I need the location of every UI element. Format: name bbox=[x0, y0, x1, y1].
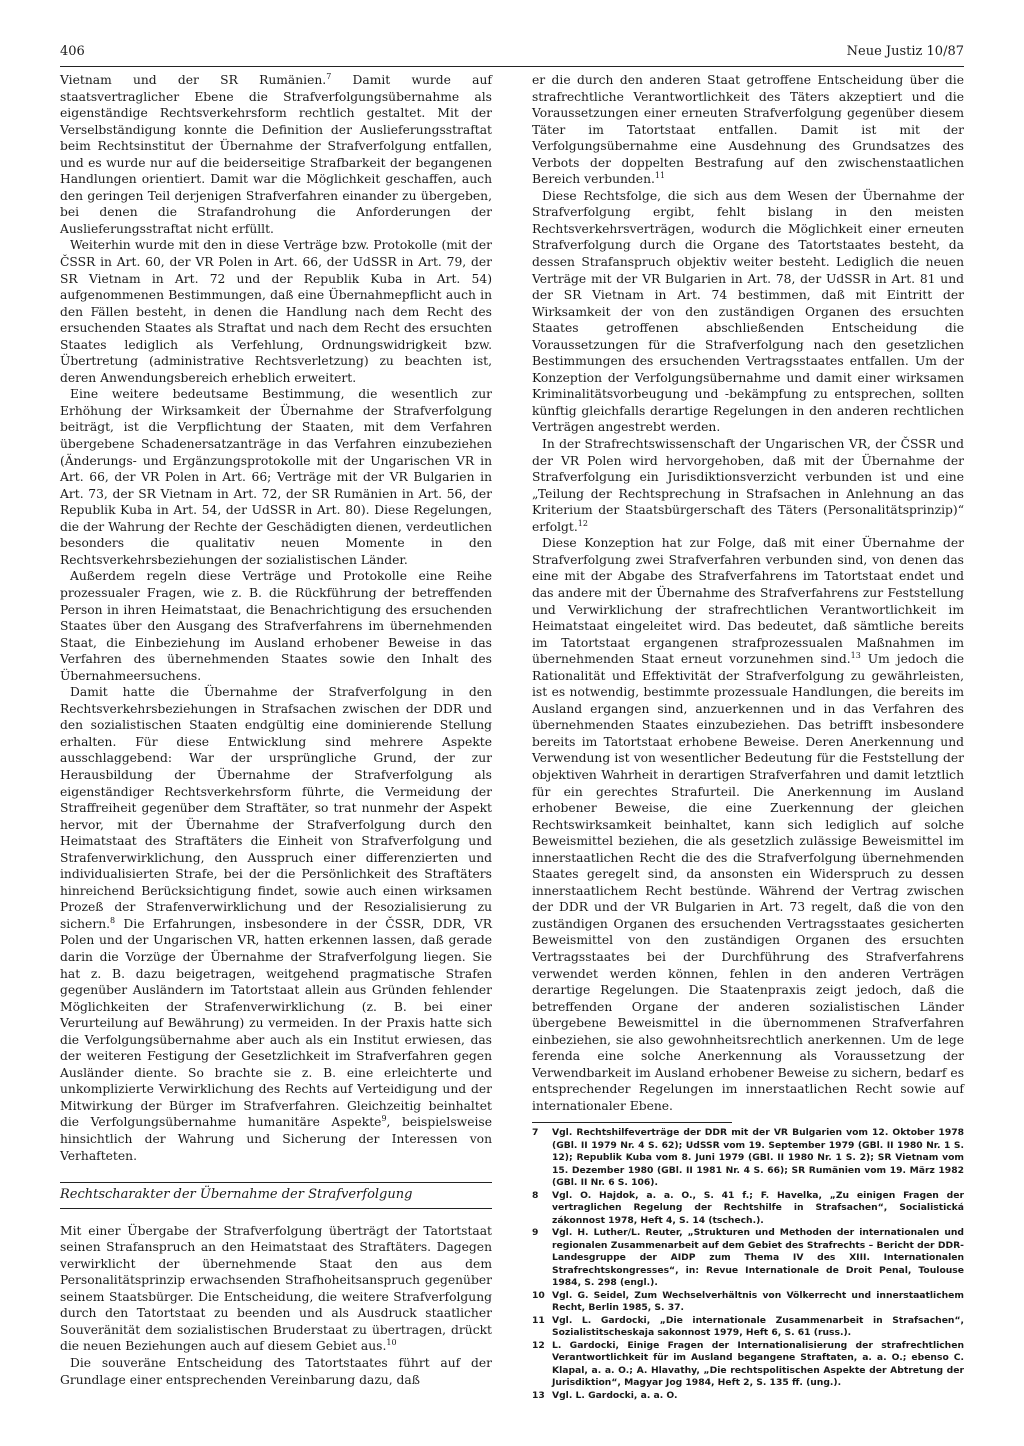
footnote-ref: 12 bbox=[577, 518, 588, 528]
section-title: Rechtscharakter der Übernahme der Strafverfolgung bbox=[60, 1187, 413, 1203]
footnotes bbox=[532, 1127, 964, 1402]
paragraph: Eine weitere bedeutsame Bestimmung, die wesentlich zur Erhöhung der Wirksamkeit der Übernahme der Strafverfolgung beiträgt, ist die Verpflichtung der Staaten, mit dem Verfahren übergebene Schadenersatzanträge in das Verfahren einzubeziehen (Änderungs- und Ergänzungsprotokolle mit der Ungarischen VR in Art. 66, der VR Polen in Art. 66; Verträge mit der VR Bulgarien in Art. 73, der SR Vietnam in Art. 72, der SR Rumänien in Art. 56, der Republik Kuba in Art. 54, der UdSSR in Art. 80). Diese Regelungen, die der Wahrung der Rechte der Geschädigten dienen, verdeutlichen besonders die qualitativ neuen Momente in den Rechtsverkehrsbeziehungen der sozialistischen Länder. bbox=[60, 387, 492, 567]
paragraph: Diese Konzeption hat zur Folge, daß mit einer Übernahme der Strafverfolgung zwei Strafverfahren verbunden sind, von denen das eine mit der Abgabe des Strafverfahrens im Tatortstaat endet und das andere mit der Übernahme des Strafverfahrens zur Feststellung und Verwirklichung der strafrechtlichen Verantwortlichkeit im Heimatstaat eingeleitet wird. Das bedeutet, daß sämtliche bereits im Tatortstaat ergangenen strafprozessualen Maßnahmen im übernehmenden Staat erneut vorzunehmen sind.$^{13}$ Um jedoch die Rationalität und Effektivität der Strafverfolgung zu gewährleisten, ist es notwendig, bestimmte prozessuale Handlungen, die bereits im Ausland ergangen sind, anzuerkennen und in das Verfahren des übernehmenden Staates einzubeziehen. Das betrifft insbesondere bereits im Tatortstaat erhobene Beweise. Deren Anerkennung und Verwendung ist von wesentlicher Bedeutung für die Feststellung der objektiven Wahrheit in derartigen Strafverfahren und damit letztlich für ein gerechtes Strafurteil. Die Anerkennung im Ausland erhobener Beweise, die eine Zuerkennung der gleichen Rechtswirksamkeit beinhaltet, kann sich lediglich auf solche Beweismittel beziehen, die als gesetzlich zulässige Beweismittel im innerstaatlichen Recht die des die Strafverfolgung übernehmenden Staates geregelt sind, da ansonsten ein Widerspruch zu dessen innerstaatlichem Recht bestünde. Während der Vertrag zwischen der DDR und der VR Bulgarien in Art. 73 regelt, daß die von den zuständigen Organen des ersuchenden Vertragsstaates gesicherten Beweismittel von den zuständigen Organen des ersuchten Vertragsstaates bei der Durchführung des Strafverfahrens verwendet werden können, fehlen in den anderen Verträgen derartige Regelungen. Die Staatenpraxis zeigt jedoch, daß die betreffenden Organe der anderen sozialistischen Länder übergebene Beweismittel in die übernommenen Strafverfahren einbeziehen, sie also gewohnheitsrechtlich anerkennen. Um de lege ferenda eine solche Anerkennung als Voraussetzung der Verwendbarkeit im Ausland erhobener Beweise zu sichern, bedarf es entsprechender Regelungen im innerstaatlichen Recht sowie auf internationaler Ebene. bbox=[532, 536, 964, 1113]
page-header bbox=[60, 44, 964, 67]
paragraph: Diese Rechtsfolge, die sich aus dem Wesen der Übernahme der Strafverfolgung ergibt, fehlt bislang in den meisten Rechtsverkehrsverträgen, wodurch die Möglichkeit einer erneuten Strafverfolgung durch die Organe des Tatortstaates besteht, da dessen Strafanspruch objektiv weiter besteht. Lediglich die neuen Verträge mit der VR Bulgarien in Art. 78, der UdSSR in Art. 81 und der SR Vietnam in Art. 74 bestimmen, daß mit Eintritt der Wirksamkeit der von den zuständigen Organen des ersuchten Staates getroffenen abschließenden Entscheidung die Voraussetzungen für die Strafverfolgung nach den gesetzlichen Bestimmungen des ersuchenden Vertragsstaates entfallen. Um der Konzeption der Verfolgungsübernahme und damit einer wirksamen Kriminalitätsvorbeugung und -bekämpfung zu entsprechen, sollten künftig gleichfalls derartige Regelungen in den anderen rechtlichen Verträgen angestrebt werden. bbox=[532, 188, 964, 435]
footnote: 8 Vgl. O. Hajdok, a. a. O., S. 41 f.; F. Havelka, „Zu einigen Fragen der vertraglichen Regelung der Rechtshilfe in Strafsachen“, Socialistická zákonnost 1978, Heft 4, S. 14 (tschech.). bbox=[532, 1189, 964, 1226]
footnote: 12 L. Gardocki, Einige Fragen der Internationalisierung der strafrechtlichen Verantwortlichkeit für im Ausland begangene Straftaten, a. a. O.; ebenso C. Klapal, a. a. O.; A. Hlavathy, „Die rechtspolitischen Aspekte der Abtretung der Jurisdiktion“, Magyar Jog 1984, Heft 2, S. 135 ff. (ung.). bbox=[532, 1339, 964, 1389]
footnote: 13 Vgl. L. Gardocki, a. a. O. bbox=[532, 1389, 678, 1401]
footnote-divider bbox=[532, 1122, 732, 1123]
paragraph: Damit hatte die Übernahme der Strafverfolgung in den Rechtsverkehrsbeziehungen in Strafsachen zwischen der DDR und den sozialistischen Staaten endgültig eine dominierende Stellung erhalten. Für diese Entwicklung sind mehrere Aspekte ausschlaggebend: War der ursprüngliche Grund, der zur Herausbildung der Übernahme der Strafverfolgung als eigenständiger Rechtsverkehrsform führte, die Vermeidung der Straffreiheit gegenüber dem Straftäter, so trat nunmehr der Aspekt hervor, mit der Übernahme der Strafverfolgung durch den Heimatstaat des Straftäters die Einheit von Strafverfolgung und Strafenverwirklichung, den Ausspruch einer differenzierten und individualisierten Strafe, bei der die Persönlichkeit des Straftäters hinreichend Berücksichtigung findet, sowie auch einen wirksamen Prozeß der Strafenverwirklichung und der Resozialisierung zu sichern.$^8$ Die Erfahrungen, insbesondere in der ČSSR, DDR, VR Polen und der Ungarischen VR, hatten erkennen lassen, daß gerade darin die Vorzüge der Übernahme der Strafverfolgung liegen. Sie hat z. B. dazu beigetragen, weitgehend pragmatische Strafen gegenüber Ausländern im Tatortstaat allein aus Gründen fehlender Möglichkeiten der Strafenverwirklichung (z. B. bei einer Verurteilung auf Bewährung) zu vermeiden. In der Praxis hatte sich die Verfolgungsübernahme aber auch als ein Institut erwiesen, das der weiteren Festigung der Gesetzlichkeit im Strafverfahren gegen Ausländer diente. So brachte sie z. B. eine erleichterte und unkomplizierte Verwirklichung des Rechts auf Verteidigung und der Mitwirkung der Bürger im Strafverfahren. Gleichzeitig beinhaltet die Verfolgungsübernahme humanitäre Aspekte$^9$, beispielsweise hinsichtlich der Wahrung und Sicherung der Interessen von Verhafteten. bbox=[60, 685, 492, 1163]
left-column bbox=[60, 72, 492, 1388]
footnote: 7 Vgl. Rechtshilfeverträge der DDR mit der VR Bulgarien vom 12. Oktober 1978 (GBl. II 1979 Nr. 4 S. 62); UdSSR vom 19. September 1979 (GBl. II 1980 Nr. 1 S. 12); Republik Kuba vom 8. Juni 1979 (GBl. II 1980 Nr. 1 S. 2); SR Vietnam vom 15. Dezember 1980 (GBl. II 1981 Nr. 4 S. 66); SR Rumänien vom 19. März 1982 (GBl. II Nr. 6 S. 106). bbox=[532, 1127, 964, 1189]
footnote: 11 Vgl. L. Gardocki, „Die internationale Zusammenarbeit in Strafsachen“, Sozialistitscheskaja sakonnost 1979, Heft 6, S. 61 (russ.). bbox=[532, 1314, 964, 1339]
paragraph: Die souveräne Entscheidung des Tatortstaates führt auf der Grundlage einer entsprechenden Vereinbarung dazu, daß bbox=[60, 1356, 492, 1387]
paragraph: Weiterhin wurde mit den in diese Verträge bzw. Protokolle (mit der ČSSR in Art. 60, der VR Polen in Art. 66, der UdSSR in Art. 79, der SR Vietnam in Art. 72 und der Republik Kuba in Art. 54) aufgenommenen Bestimmungen, daß eine Übernahmepflicht auch in den Fällen besteht, in denen die Handlung nach dem Recht des ersuchenden Staates als Straftat und nach dem Recht des ersuchten Staates lediglich als Verfehlung, Ordnungswidrigkeit bzw. Übertretung (administrative Rechtsverletzung) zu beachten ist, deren Anwendungsbereich erheblich erweitert. bbox=[60, 238, 492, 385]
right-column bbox=[532, 72, 964, 1402]
paragraph: Vietnam und der SR Rumänien.$^7$ Damit wurde auf staatsvertraglicher Ebene die Strafverfolgungsübernahme als eigenständige Rechtsverkehrsform rechtlich gestaltet. Mit der Verselbständigung konnte die Definition der Auslieferungsstraftat beim Rechtsinstitut der Übernahme der Strafverfolgung entfallen, und es wurde nur auf die beiderseitige Strafbarkeit der begangenen Handlungen orientiert. Damit war die Möglichkeit geschaffen, auch den geringen Teil derjenigen Strafverfahren einander zu übergeben, bei denen die Strafandrohung die Anforderungen der Auslieferungsstraftat nicht erfüllt. bbox=[60, 71, 492, 236]
paragraph: er die durch den anderen Staat getroffene Entscheidung über die strafrechtliche Verantwortlichkeit des Täters akzeptiert und die Voraussetzungen einer erneuten Strafverfolgung gegenüber diesem Täter im Tatortstaat entfallen. Damit ist mit der Verfolgungsübernahme eine Ausdehnung des Grundsatzes des Verbots der doppelten Bestrafung auf den zwischenstaatlichen Bereich verbunden.$^{11}$ bbox=[532, 73, 964, 187]
paragraph: Außerdem regeln diese Verträge und Protokolle eine Reihe prozessualer Fragen, wie z. B. die Rückführung der betreffenden Person in ihren Heimatstaat, die Benachrichtigung des ersuchenden Staates über den Ausgang des Strafverfahrens im übernehmenden Staat, die Einbeziehung im Ausland erhobener Beweise in das Verfahren des übernehmenden Staates sowie den Inhalt des Übernahmeersuchens. bbox=[60, 569, 492, 683]
footnote-ref: 7 bbox=[326, 71, 332, 81]
section-heading-box bbox=[60, 1182, 492, 1209]
paragraph: In der Strafrechtswissenschaft der Ungarischen VR, der ČSSR und der VR Polen wird hervorgehoben, daß mit der Übernahme der Strafverfolgung ein Jurisdiktionsverzicht verbunden ist und eine „Teilung der Rechtsprechung in Strafsachen in Anlehnung an das Kriterium der Staatsbürgerschaft des Täters (Personalitätsprinzip)“ erfolgt.$^{12}$ bbox=[532, 437, 964, 534]
footnote-ref: 13 bbox=[850, 651, 861, 661]
footnote: 9 Vgl. H. Luther/L. Reuter, „Strukturen und Methoden der internationalen und regionalen Zusammenarbeit auf dem Gebiet des Strafrechts – Bericht der DDR-Landesgruppe der AIDP zum Thema IV des XIII. Internationalen Strafrechtskongresses“, in: Revue Internationale de Droit Penal, Toulouse 1984, S. 298 (engl.). bbox=[532, 1227, 964, 1289]
footnote: 10 Vgl. G. Seidel, Zum Wechselverhältnis von Völkerrecht und innerstaatlichem Recht, Berlin 1985, S. 37. bbox=[532, 1289, 964, 1314]
footnote-ref: 11 bbox=[654, 171, 666, 181]
paragraph: Mit einer Übergabe der Strafverfolgung überträgt der Tatortstaat seinen Strafanspruch an den Heimatstaat des Straftäters. Dagegen verwirklicht der übernehmende Staat den aus dem Personalitätsprinzip erwachsenden Strafhoheitsanspruch gegenüber seinem Staatsbürger. Die Entscheidung, die weitere Strafverfolgung durch den Tatortstaat zu beenden und als Ausdruck staatlicher Souveränität dem sozialistischen Bruderstaat zu übertragen, drückt die neuen Beziehungen auch auf diesem Gebiet aus.$^{10}$ bbox=[60, 1223, 492, 1354]
footnote-ref: 10 bbox=[386, 1338, 397, 1348]
footnote-ref: 9 bbox=[381, 1114, 387, 1124]
journal-title: Neue Justiz 10/87 bbox=[846, 44, 964, 59]
page-number: 406 bbox=[60, 44, 85, 59]
footnote-ref: 8 bbox=[110, 915, 116, 925]
